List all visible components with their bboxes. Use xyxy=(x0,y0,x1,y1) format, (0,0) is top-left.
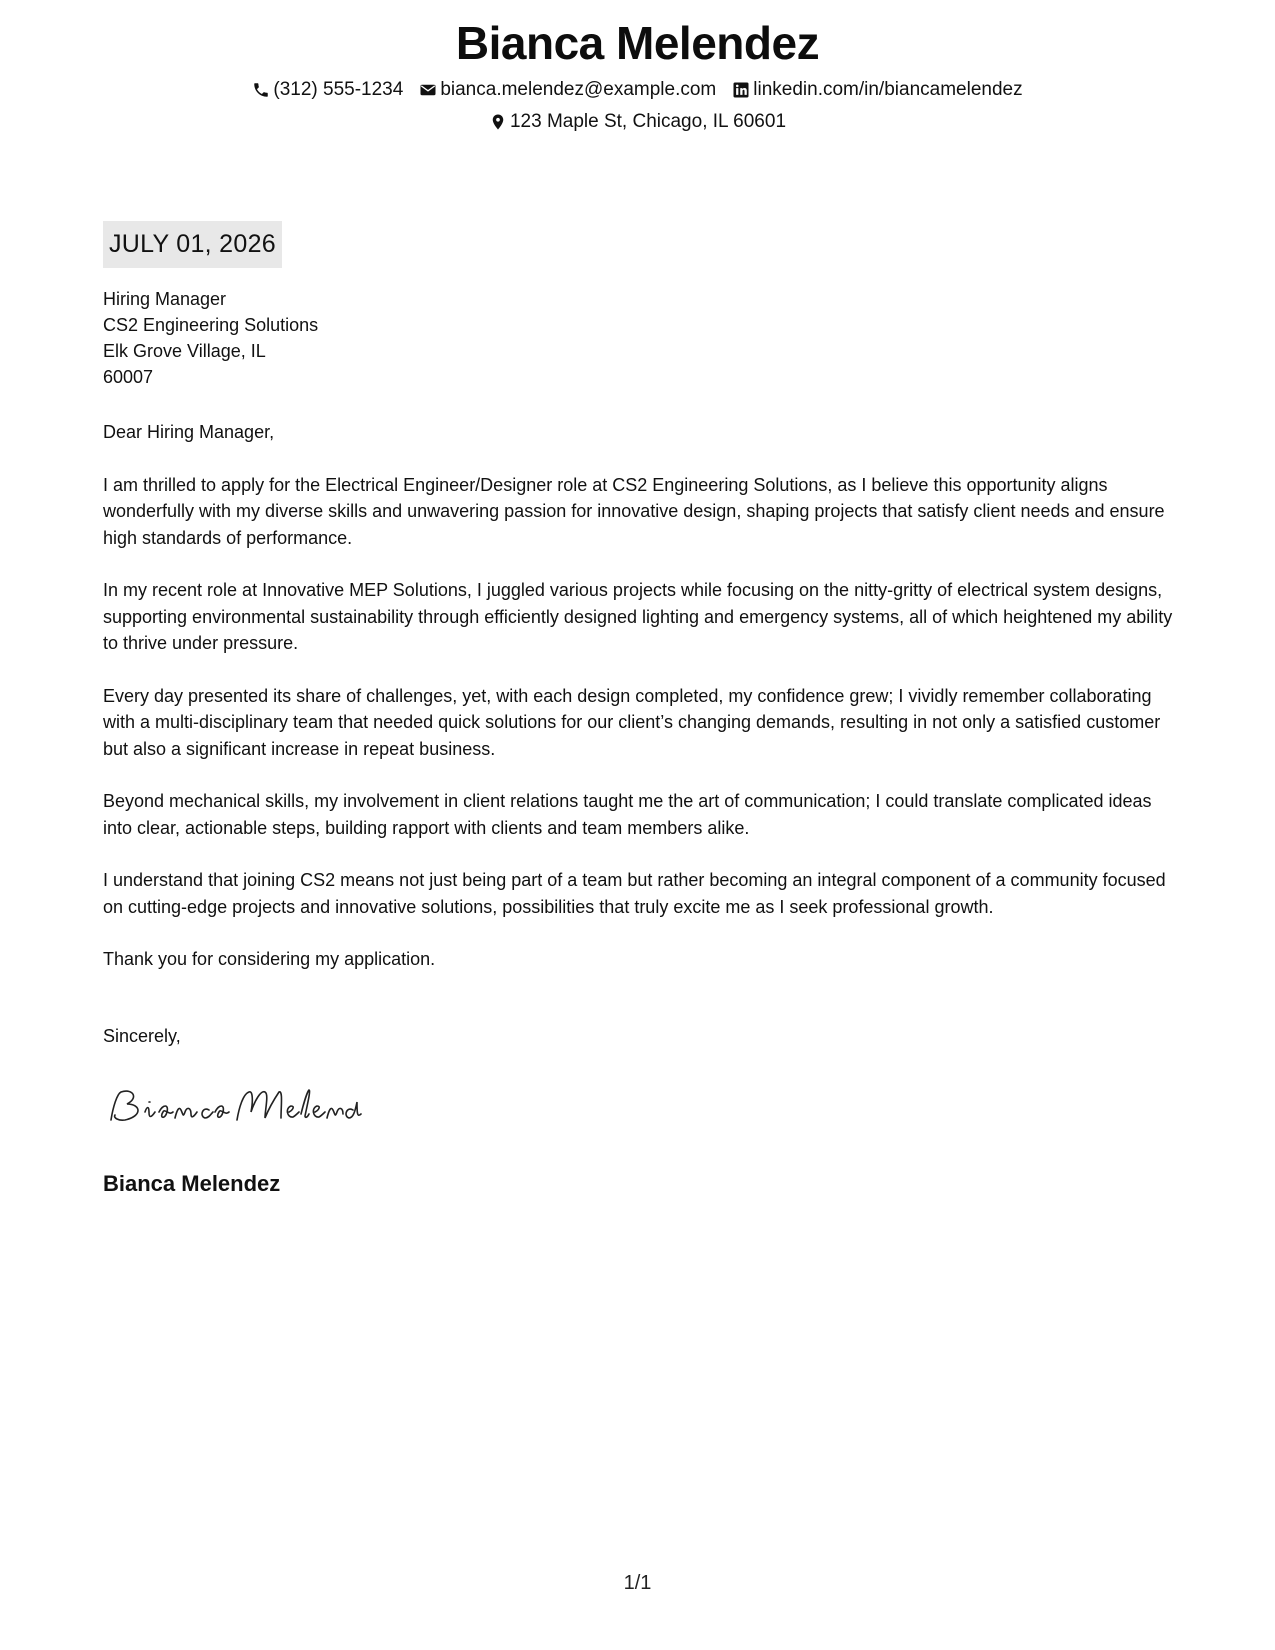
address-row xyxy=(0,111,1275,133)
street-address: 123 Maple St, Chicago, IL 60601 xyxy=(509,111,787,132)
closing: Sincerely, xyxy=(103,1026,181,1046)
phone-icon xyxy=(252,81,270,99)
address-contact xyxy=(489,111,786,133)
handwritten-signature xyxy=(103,1082,363,1137)
body-paragraph: I am thrilled to apply for the Electrical Engineer/Designer role at CS2 Engineering Solutions, as I believe this opportunity aligns wonderfully with my diverse skills and unwavering passion for innovative design, shaping projects that satisfy client needs and ensure high standards of performance. xyxy=(103,474,1165,548)
page-number: 1/1 xyxy=(623,1572,652,1594)
email-address[interactable]: bianca.melendez@example.com xyxy=(440,79,717,100)
recipient-zip: 60007 xyxy=(103,367,154,387)
body-paragraph: Thank you for considering my application. xyxy=(103,949,436,969)
phone-number: (312) 555-1234 xyxy=(273,79,404,100)
body-paragraph: Every day presented its share of challenges, yet, with each design completed, my confidence grew; I vividly remember collaborating with a multi-disciplinary team that needed quick solutions for our client’s changing demands, resulting in not only a satisfied customer but also a significant increase in repeat business. xyxy=(103,685,1161,759)
body-paragraph: In my recent role at Innovative MEP Solutions, I juggled various projects while focusing on the nitty-gritty of electrical system designs, supporting environmental sustainability through efficiently designed lighting and emergency systems, all of which heightened my ability to thrive under pressure. xyxy=(103,580,1173,653)
linkedin-url[interactable]: linkedin.com/in/biancamelendez xyxy=(753,79,1023,100)
salutation: Dear Hiring Manager, xyxy=(103,422,275,442)
phone-contact xyxy=(252,79,403,101)
body-paragraph: Beyond mechanical skills, my involvement in client relations taught me the art of communication; I could translate complicated ideas into clear, actionable steps, building rapport with clients and team members alike. xyxy=(103,791,1152,838)
signature-graphic xyxy=(103,1082,363,1132)
linkedin-icon xyxy=(732,81,750,99)
contact-row xyxy=(0,79,1275,101)
map-pin-icon xyxy=(489,113,507,131)
recipient-block xyxy=(103,286,318,390)
letter-body xyxy=(103,419,1183,999)
body-paragraph: I understand that joining CS2 means not just being part of a team but rather becoming an integral component of a community focused on cutting-edge projects and innovative solutions, possibilities that truly excite me as I seek professional growth. xyxy=(103,870,1166,917)
signer-name: Bianca Melendez xyxy=(103,1171,281,1196)
applicant-name: Bianca Melendez xyxy=(455,17,820,69)
envelope-icon xyxy=(419,81,437,99)
email-contact[interactable] xyxy=(419,79,716,101)
recipient-company: CS2 Engineering Solutions xyxy=(103,315,319,335)
linkedin-contact[interactable] xyxy=(732,79,1022,101)
letter-date: JULY 01, 2026 xyxy=(103,221,282,268)
recipient-title: Hiring Manager xyxy=(103,289,227,309)
recipient-city: Elk Grove Village, IL xyxy=(103,341,266,361)
